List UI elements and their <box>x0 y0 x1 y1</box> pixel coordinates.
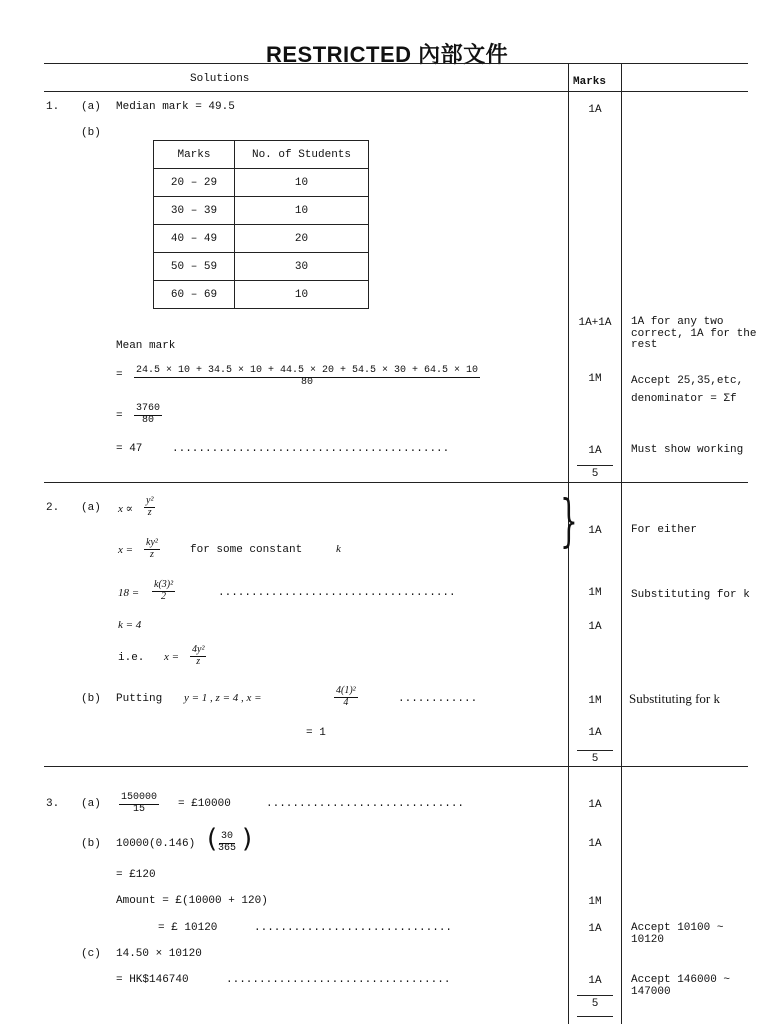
table-row <box>154 197 369 225</box>
remark: For either <box>631 524 698 536</box>
table-cell: 50 – 59 <box>154 253 235 281</box>
fraction-denominator: 80 <box>142 414 155 426</box>
table-cell: 20 <box>235 225 369 253</box>
question-separator <box>44 766 748 767</box>
fraction-numerator: 150000 <box>121 792 158 803</box>
mark: 1M <box>588 587 602 599</box>
result-text: = 1 <box>306 727 326 739</box>
table-cell: 10 <box>235 197 369 225</box>
left-paren-icon: ( <box>207 824 218 854</box>
fraction-numerator: 4y² <box>192 644 205 655</box>
fraction-denominator: 80 <box>301 376 314 388</box>
question-number: 1. <box>46 101 60 113</box>
putting-text: Putting <box>116 693 163 705</box>
mark: 1M <box>588 695 602 707</box>
part-label: (b) <box>81 693 101 705</box>
dot-leader: .............................. <box>254 922 453 934</box>
fraction-numerator: 4(1)² <box>336 685 356 696</box>
equation-text: 14.50 × 10120 <box>116 948 202 960</box>
equation-text: = £120 <box>116 869 156 881</box>
mark: 1A <box>588 525 602 537</box>
equation-text: = £10000 <box>178 798 231 810</box>
mark: 1M <box>588 896 602 908</box>
step-fraction <box>134 404 162 426</box>
mark: 1A <box>588 621 602 633</box>
fraction-denominator: 365 <box>218 842 237 854</box>
remark: Substituting for k <box>629 691 721 706</box>
equation-text: Amount = £(10000 + 120) <box>116 895 268 907</box>
equation-lhs: x = <box>118 544 134 556</box>
total-rule <box>577 1016 613 1017</box>
median-text: Median mark = 49.5 <box>116 101 235 113</box>
question-total: 5 <box>591 753 599 765</box>
total-rule <box>577 465 613 466</box>
table-row <box>154 169 369 197</box>
equation-fraction <box>144 496 155 518</box>
equation-values: y = 1 , z = 4 , x = <box>184 692 262 704</box>
question-separator <box>44 482 748 483</box>
equation-fraction <box>152 580 175 602</box>
mark: 1A+1A <box>578 317 612 329</box>
mean-label: Mean mark <box>116 340 176 352</box>
question-number: 3. <box>46 798 60 810</box>
header-top-rule <box>44 63 748 64</box>
equation-fraction <box>190 645 206 667</box>
mark: 1A <box>588 799 602 811</box>
fraction-denominator: z <box>149 548 154 560</box>
fraction-numerator: 3760 <box>136 403 161 414</box>
remark: Must show working <box>631 444 744 456</box>
remark: Accept 25,35,etc, denominator = Σf <box>631 375 744 405</box>
table-row <box>154 225 369 253</box>
total-rule <box>577 750 613 751</box>
header-bottom-rule <box>44 91 748 92</box>
dot-leader: .................................... <box>218 587 456 599</box>
solutions-column-header: Solutions <box>190 73 250 85</box>
question-number: 2. <box>46 502 60 514</box>
part-label: (b) <box>81 127 101 139</box>
equation-lhs: 18 = <box>118 587 140 599</box>
table-cell: 40 – 49 <box>154 225 235 253</box>
equation-fraction <box>334 686 358 708</box>
fraction-denominator: 15 <box>133 803 146 815</box>
equals-sign: = <box>116 410 123 422</box>
part-label: (c) <box>81 948 101 960</box>
fraction-denominator: z <box>147 506 152 518</box>
part-label: (a) <box>81 502 101 514</box>
marks-column-header: Marks <box>573 76 607 88</box>
mark: 1A <box>588 727 602 739</box>
mark: 1A <box>588 838 602 850</box>
marks-remarks-divider <box>621 63 622 1024</box>
table-cell: 20 – 29 <box>154 169 235 197</box>
table-header-marks: Marks <box>154 141 235 169</box>
dot-leader: .............................. <box>266 798 465 810</box>
equation-fraction <box>216 832 238 854</box>
result-text: = 47 <box>116 443 143 455</box>
equation-fraction <box>144 538 160 560</box>
table-cell: 60 – 69 <box>154 281 235 309</box>
ie-text: i.e. <box>118 652 145 664</box>
remark: 1A for any two correct, 1A for the rest <box>631 316 757 352</box>
equation-lhs: x = <box>164 651 180 663</box>
mark: 1A <box>588 975 602 987</box>
question-total: 5 <box>591 998 599 1010</box>
equals-sign: = <box>116 369 123 381</box>
mark: 1M <box>588 373 602 385</box>
total-rule <box>577 995 613 996</box>
right-paren-icon: ) <box>242 824 253 854</box>
part-label: (a) <box>81 798 101 810</box>
frequency-table <box>153 140 369 309</box>
dot-leader: .................................. <box>226 974 451 986</box>
mark: 1A <box>588 104 602 116</box>
mean-fraction <box>134 366 480 388</box>
part-label: (a) <box>81 101 101 113</box>
fraction-denominator: 2 <box>161 590 167 602</box>
table-cell: 30 <box>235 253 369 281</box>
fraction-denominator: 4 <box>343 696 349 708</box>
remark: Accept 10100 ~ 10120 <box>631 922 724 946</box>
table-cell: 10 <box>235 169 369 197</box>
constant-text: for some constant <box>190 544 303 556</box>
fraction-numerator: ky² <box>146 537 158 548</box>
fraction-numerator: k(3)² <box>154 579 174 590</box>
question-total: 5 <box>591 468 599 480</box>
table-header-students: No. of Students <box>235 141 369 169</box>
table-cell: 10 <box>235 281 369 309</box>
equation-text: = £ 10120 <box>158 922 218 934</box>
equation-fraction <box>119 793 159 815</box>
remark: Accept 146000 ~ 147000 <box>631 974 731 998</box>
constant-symbol: k <box>336 543 341 555</box>
mark: 1A <box>588 445 602 457</box>
equation-lhs: x ∝ <box>118 503 134 515</box>
dot-leader: ............ <box>398 693 478 705</box>
equation-text: 10000(0.146) <box>116 838 196 850</box>
fraction-numerator: 30 <box>221 831 234 842</box>
mark: 1A <box>588 923 602 935</box>
fraction-denominator: z <box>196 655 201 667</box>
table-row <box>154 253 369 281</box>
fraction-numerator: 24.5 × 10 + 34.5 × 10 + 44.5 × 20 + 54.5 × 30 + 64.5 × 10 <box>136 365 479 376</box>
part-label: (b) <box>81 838 101 850</box>
page-title: RESTRICTED 內部文件 <box>266 42 509 67</box>
table-row <box>154 281 369 309</box>
brace-icon: } <box>560 489 578 554</box>
equation-text: k = 4 <box>118 619 142 631</box>
dot-leader: .......................................... <box>172 443 450 455</box>
equation-text: = HK$146740 <box>116 974 189 986</box>
fraction-numerator: y² <box>146 495 154 506</box>
remark: Substituting for k <box>631 589 750 601</box>
table-cell: 30 – 39 <box>154 197 235 225</box>
